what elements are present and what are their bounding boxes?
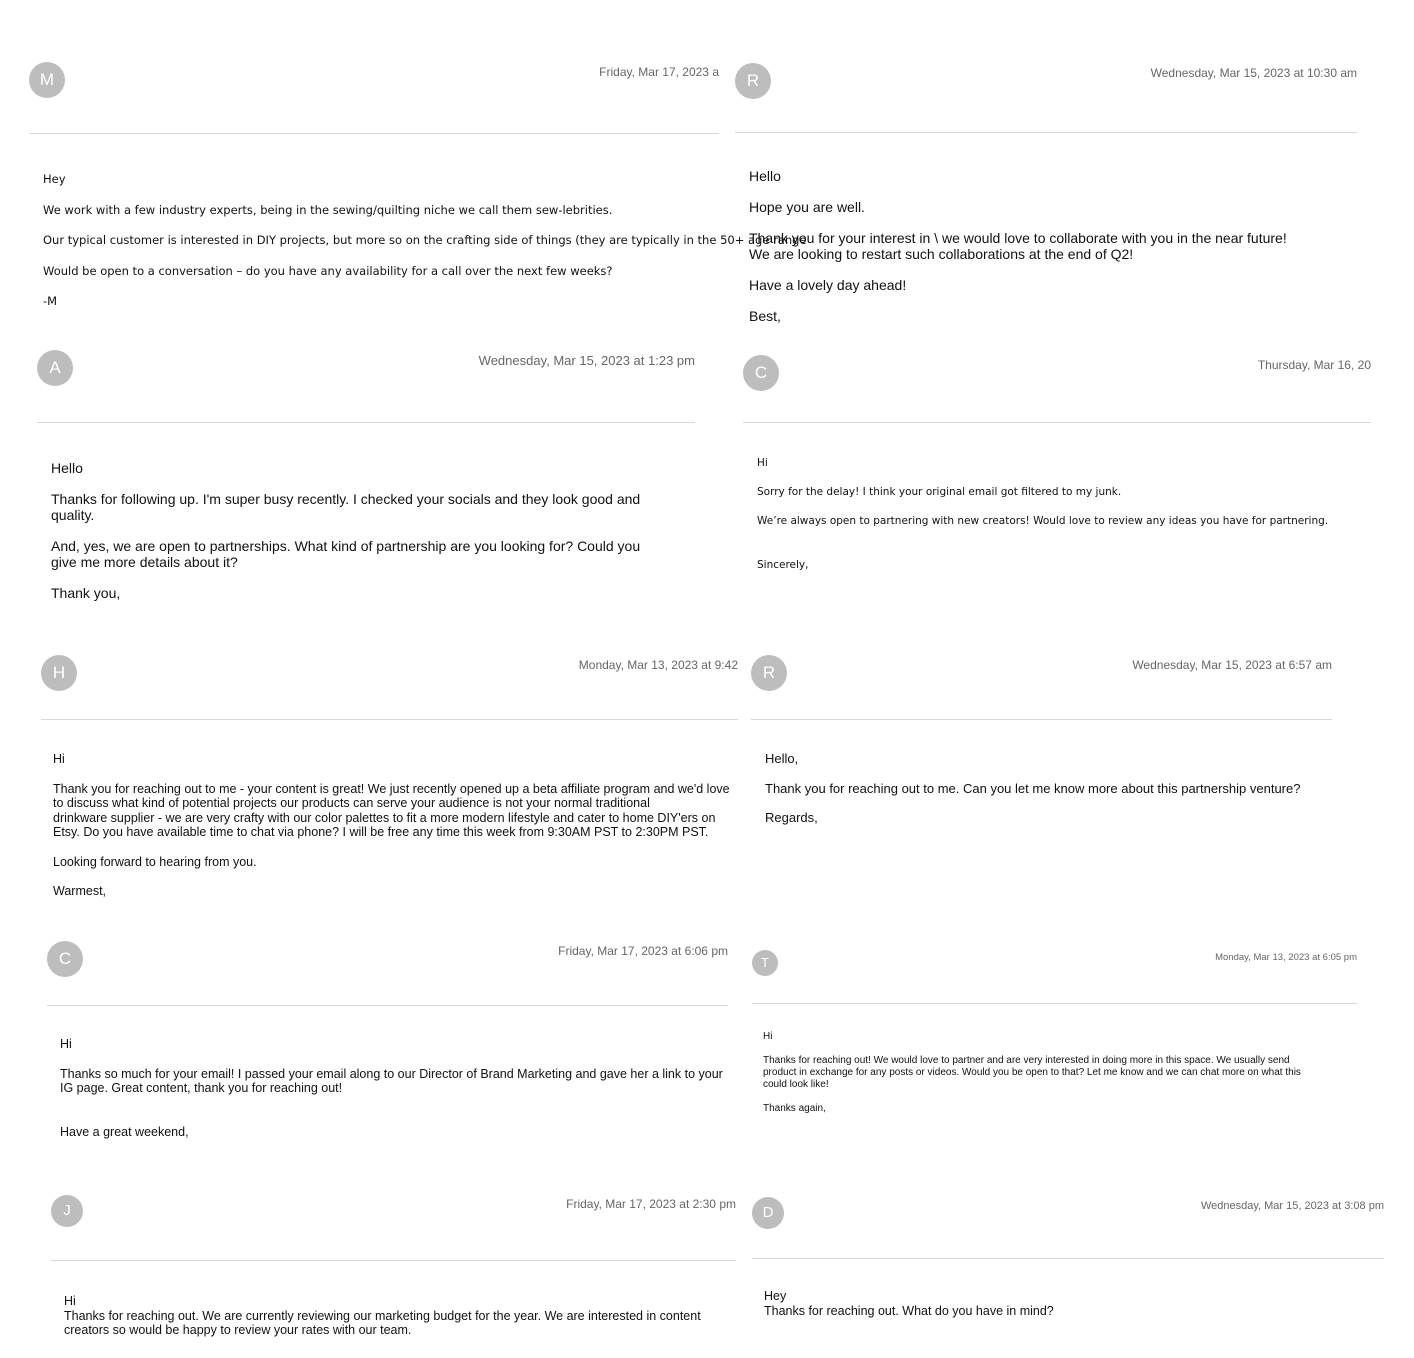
sender-avatar: D bbox=[752, 1197, 784, 1229]
body-line: Best, bbox=[749, 308, 781, 324]
email-date: Monday, Mar 13, 2023 at 6:05 pm bbox=[1215, 952, 1357, 963]
divider bbox=[51, 1260, 736, 1261]
body-line: Sincerely, bbox=[757, 559, 809, 571]
sender-avatar: C bbox=[743, 355, 779, 391]
body-line: IG page. Great content, thank you for reaching out! bbox=[60, 1081, 343, 1095]
body-line: Our typical customer is interested in DIY projects, but more so on the crafting side of things (they are typically in the 50+ age range bbox=[43, 233, 807, 247]
sender-avatar: A bbox=[37, 350, 73, 386]
email-date: Wednesday, Mar 15, 2023 at 1:23 pm bbox=[478, 353, 695, 368]
email-date: Friday, Mar 17, 2023 a bbox=[599, 65, 719, 79]
sender-avatar: R bbox=[735, 63, 771, 99]
email-card-r2[interactable] bbox=[751, 655, 1332, 835]
email-card-d[interactable] bbox=[752, 1197, 1384, 1358]
body-line: Thank you for reaching out to me. Can you let me know more about this partnership venture? bbox=[765, 780, 1301, 796]
body-line: give me more details about it? bbox=[51, 554, 238, 570]
email-date: Friday, Mar 17, 2023 at 6:06 pm bbox=[558, 944, 728, 958]
body-line: Thank you for reaching out to me - your content is great! We just recently opened up a beta affiliate program and we'd love bbox=[53, 781, 730, 796]
body-line: product in exchange for any posts or videos. Would you be open to that? Let me know and we can chat more on what this bbox=[763, 1067, 1301, 1078]
email-card-r[interactable] bbox=[735, 58, 1357, 333]
divider bbox=[735, 132, 1357, 133]
body-line: Hi bbox=[53, 752, 65, 766]
body-line: Thanks so much for your email! I passed your email along to our Director of Brand Marketing and gave her a link to your bbox=[60, 1066, 723, 1081]
body-line: creators so would be happy to review your rates with our team. bbox=[64, 1323, 412, 1337]
body-line: We work with a few industry experts, being in the sewing/quilting niche we call them sew-lebrities. bbox=[43, 202, 613, 217]
body-line: quality. bbox=[51, 507, 95, 523]
body-line: Regards, bbox=[765, 810, 818, 825]
body-line: Would be open to a conversation – do you have any availability for a call over the next few weeks? bbox=[43, 263, 613, 278]
body-line: We are looking to restart such collaborations at the end of Q2! bbox=[749, 246, 1134, 262]
body-line: Sorry for the delay! I think your original email got filtered to my junk. bbox=[757, 486, 1122, 498]
body-line: Warmest, bbox=[53, 884, 107, 898]
sender-avatar: R bbox=[751, 655, 787, 691]
body-line: -M bbox=[43, 294, 58, 308]
email-body bbox=[764, 1289, 1384, 1318]
divider bbox=[47, 1005, 728, 1006]
body-line: Thank you, bbox=[51, 585, 121, 601]
email-card-c[interactable] bbox=[743, 355, 1371, 595]
divider bbox=[29, 133, 719, 134]
email-body bbox=[763, 1031, 1357, 1115]
email-date: Wednesday, Mar 15, 2023 at 3:08 pm bbox=[1200, 1200, 1384, 1212]
body-line: Hope you are well. bbox=[749, 199, 865, 215]
body-line: Looking forward to hearing from you. bbox=[53, 854, 257, 869]
email-date: Monday, Mar 13, 2023 at 9:42 bbox=[578, 658, 738, 672]
email-body bbox=[765, 752, 1332, 826]
divider bbox=[41, 719, 738, 720]
body-line: could look like! bbox=[763, 1079, 829, 1090]
email-body bbox=[64, 1294, 736, 1338]
body-line: Have a great weekend, bbox=[60, 1124, 189, 1139]
divider bbox=[751, 719, 1332, 720]
divider bbox=[37, 422, 695, 423]
body-line: Thanks for reaching out. We are currently reviewing our marketing budget for the year. We are interested in content bbox=[64, 1308, 701, 1323]
email-date: Wednesday, Mar 15, 2023 at 10:30 am bbox=[1150, 66, 1357, 80]
body-line: Thanks again, bbox=[763, 1103, 826, 1114]
body-line: Hello bbox=[749, 168, 781, 184]
body-line: Hi bbox=[60, 1037, 72, 1051]
body-line: Etsy. Do you have available time to chat via phone? I will be free any time this week from 9:30AM PST to 2:30PM PST. bbox=[53, 825, 709, 839]
email-card-a[interactable] bbox=[37, 350, 695, 620]
email-card-j[interactable] bbox=[51, 1195, 736, 1358]
body-line: Hi bbox=[64, 1294, 76, 1308]
email-card-h[interactable] bbox=[41, 655, 738, 905]
body-line: We’re always open to partnering with new creators! Would love to review any ideas you have for partnering. bbox=[757, 515, 1329, 527]
email-date: Thursday, Mar 16, 20 bbox=[1257, 358, 1371, 372]
body-line: Thanks for reaching out! We would love to partner and are very interested in doing more in this space. We usually send bbox=[763, 1055, 1290, 1066]
email-date: Wednesday, Mar 15, 2023 at 6:57 am bbox=[1132, 658, 1332, 672]
email-body bbox=[60, 1037, 728, 1139]
body-line: to discuss what kind of potential projects our products can serve your audience is not your normal traditional bbox=[53, 796, 650, 810]
body-line: Thanks for following up. I'm super busy recently. I checked your socials and they look good and bbox=[51, 491, 641, 507]
body-line: Have a lovely day ahead! bbox=[749, 277, 907, 293]
body-line: Thanks for reaching out. What do you have in mind? bbox=[764, 1303, 1054, 1318]
body-line: Hi bbox=[757, 457, 768, 469]
body-line: Hello bbox=[51, 460, 83, 476]
sender-avatar: M bbox=[29, 62, 65, 98]
body-line: Hey bbox=[764, 1289, 787, 1303]
email-date: Friday, Mar 17, 2023 at 2:30 pm bbox=[566, 1197, 736, 1211]
divider bbox=[752, 1258, 1384, 1259]
email-body bbox=[749, 168, 1357, 324]
body-line: Thank you for your interest in \ we would love to collaborate with you in the near future! bbox=[749, 230, 1287, 246]
email-card-c2[interactable] bbox=[47, 941, 728, 1146]
divider bbox=[752, 1003, 1357, 1004]
sender-avatar: C bbox=[47, 941, 83, 977]
sender-avatar: T bbox=[752, 950, 778, 976]
email-body bbox=[53, 752, 738, 899]
body-line: Hi bbox=[763, 1031, 773, 1042]
divider bbox=[743, 422, 1371, 423]
body-line: Hello, bbox=[765, 751, 799, 766]
body-line: Hey bbox=[43, 172, 66, 186]
sender-avatar: H bbox=[41, 655, 77, 691]
body-line: drinkware supplier - we are very crafty with our color palettes to fit a more modern lifestyle and cater to home DIY'ers on bbox=[53, 810, 716, 825]
sender-avatar: J bbox=[51, 1195, 83, 1227]
email-body bbox=[51, 460, 695, 601]
body-line: And, yes, we are open to partnerships. What kind of partnership are you looking for? Could you bbox=[51, 538, 641, 554]
email-body bbox=[757, 457, 1371, 588]
email-card-t[interactable] bbox=[752, 950, 1357, 1130]
